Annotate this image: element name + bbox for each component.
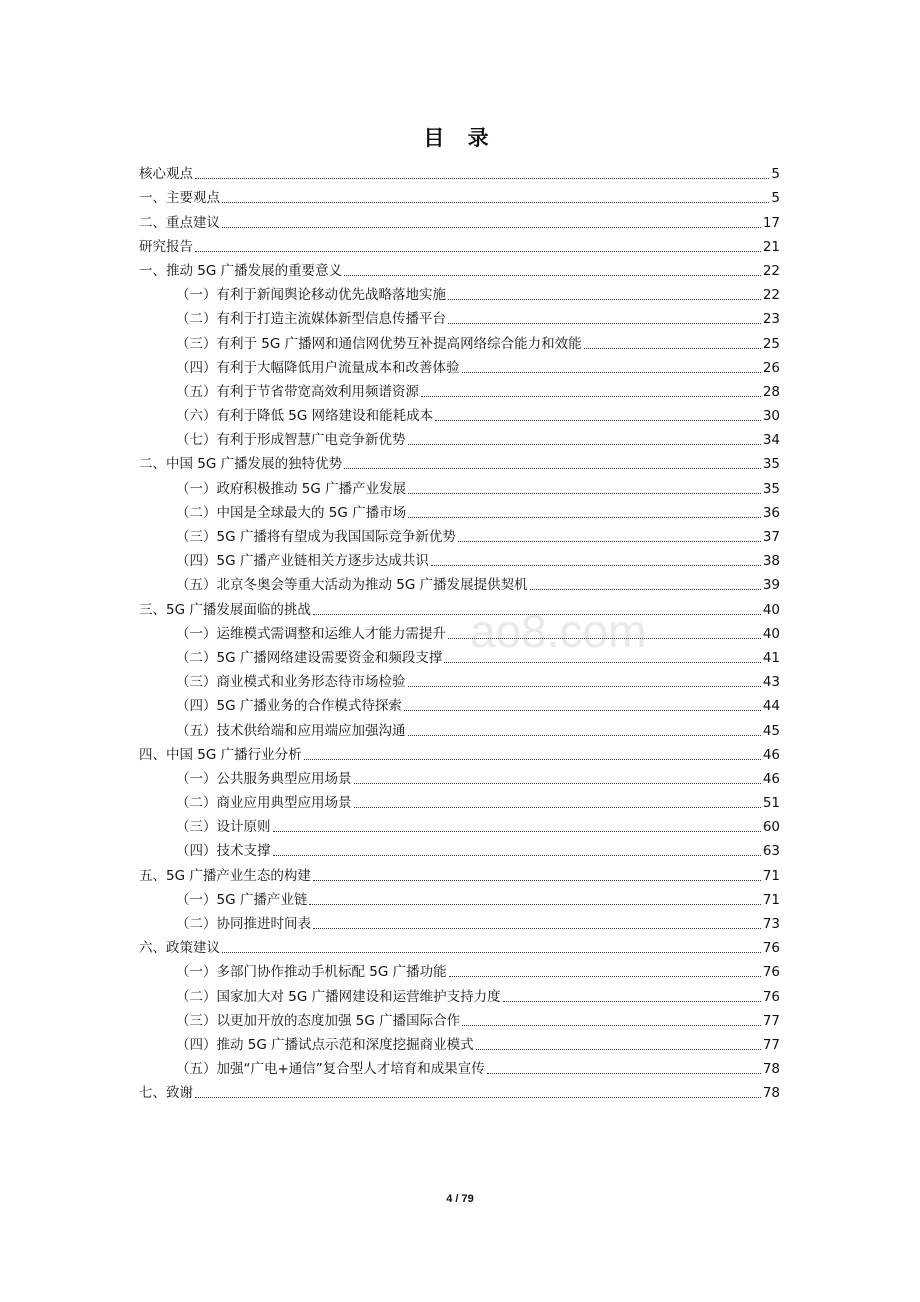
toc-page-number: 46 bbox=[762, 746, 780, 763]
toc-leader-dots bbox=[304, 759, 761, 760]
toc-page-number: 45 bbox=[762, 722, 780, 739]
toc-entry-section[interactable] bbox=[139, 934, 780, 958]
toc-entry-text: （四）5G 广播产业链相关方逐步达成共识 bbox=[176, 553, 429, 570]
toc-entry-subsection[interactable] bbox=[139, 1007, 780, 1031]
toc-entry-subsection[interactable] bbox=[139, 982, 780, 1006]
toc-entry-subsection[interactable] bbox=[139, 474, 780, 498]
toc-entry-subsection[interactable] bbox=[139, 1031, 780, 1055]
toc-entry-text: 三、5G 广播发展面临的挑战 bbox=[139, 601, 311, 618]
toc-page-number: 40 bbox=[762, 625, 780, 642]
toc-entry-subsection[interactable] bbox=[139, 789, 780, 813]
toc-entry-subsection[interactable] bbox=[139, 402, 780, 426]
toc-entry-subsection[interactable] bbox=[139, 692, 780, 716]
toc-page-number: 39 bbox=[762, 577, 780, 594]
toc-page-number: 30 bbox=[762, 408, 780, 425]
toc-page-number: 44 bbox=[762, 698, 780, 715]
toc-entry-subsection[interactable] bbox=[139, 644, 780, 668]
toc-entry-text: （四）5G 广播业务的合作模式待探索 bbox=[176, 698, 402, 715]
watermark: ao8.com bbox=[470, 605, 647, 657]
toc-entry-subsection[interactable] bbox=[139, 716, 780, 740]
toc-entry-section[interactable] bbox=[139, 184, 780, 208]
toc-entry-text: （二）协同推进时间表 bbox=[176, 916, 311, 932]
toc-page-number: 76 bbox=[762, 988, 780, 1005]
toc-entry-text: （二）中国是全球最大的 5G 广播市场 bbox=[176, 504, 407, 521]
toc-page-number: 35 bbox=[762, 480, 780, 497]
toc-leader-dots bbox=[309, 904, 760, 905]
toc-page-number: 78 bbox=[762, 1061, 780, 1078]
toc-entry-text: （五）技术供给端和应用端应加强沟通 bbox=[176, 722, 406, 739]
page-number-footer: 4 / 79 bbox=[446, 1193, 474, 1205]
toc-entry-subsection[interactable] bbox=[139, 547, 780, 571]
toc-leader-dots bbox=[195, 178, 769, 179]
table-of-contents bbox=[139, 160, 780, 1103]
toc-entry-text: （五）北京冬奥会等重大活动为推动 5G 广播发展提供契机 bbox=[176, 577, 528, 594]
toc-leader-dots bbox=[503, 1001, 761, 1002]
toc-page-number: 77 bbox=[762, 1012, 780, 1029]
toc-page-number: 28 bbox=[762, 383, 780, 400]
toc-entry-text: （七）有利于形成智慧广电竞争新优势 bbox=[176, 432, 406, 449]
toc-leader-dots bbox=[273, 855, 761, 856]
toc-entry-text: （二）有利于打造主流媒体新型信息传播平台 bbox=[176, 311, 446, 328]
toc-entry-section[interactable] bbox=[139, 233, 780, 257]
toc-leader-dots bbox=[408, 493, 761, 494]
toc-entry-section[interactable] bbox=[139, 595, 780, 619]
toc-entry-subsection[interactable] bbox=[139, 1055, 780, 1079]
toc-page-number: 26 bbox=[762, 359, 780, 376]
toc-entry-subsection[interactable] bbox=[139, 837, 780, 861]
toc-leader-dots bbox=[448, 323, 761, 324]
toc-leader-dots bbox=[195, 1097, 761, 1098]
toc-leader-dots bbox=[462, 372, 761, 373]
toc-entry-text: （一）公共服务典型应用场景 bbox=[176, 770, 352, 787]
toc-leader-dots bbox=[222, 227, 761, 228]
toc-entry-text: （四）推动 5G 广播试点示范和深度挖掘商业模式 bbox=[176, 1036, 474, 1053]
toc-page-number: 76 bbox=[762, 964, 780, 981]
toc-page-number: 76 bbox=[762, 940, 780, 957]
toc-entry-text: （二）5G 广播网络建设需要资金和频段支撑 bbox=[176, 649, 443, 666]
toc-entry-text: （二）国家加大对 5G 广播网建设和运营维护支持力度 bbox=[176, 988, 501, 1005]
toc-entry-subsection[interactable] bbox=[139, 426, 780, 450]
toc-entry-text: 二、中国 5G 广播发展的独特优势 bbox=[139, 456, 343, 473]
toc-page-number: 22 bbox=[762, 262, 780, 279]
toc-entry-text: （一）5G 广播产业链 bbox=[176, 891, 308, 908]
toc-leader-dots bbox=[354, 807, 761, 808]
toc-leader-dots bbox=[222, 202, 769, 203]
toc-page-number: 34 bbox=[762, 432, 780, 449]
toc-page-number: 17 bbox=[762, 214, 780, 231]
toc-entry-text: （一）有利于新闻舆论移动优先战略落地实施 bbox=[176, 287, 446, 304]
toc-entry-text: （一）运维模式需调整和运维人才能力需提升 bbox=[176, 625, 446, 642]
toc-entry-subsection[interactable] bbox=[139, 620, 780, 644]
toc-page-number: 22 bbox=[762, 287, 780, 304]
toc-leader-dots bbox=[476, 1049, 761, 1050]
toc-entry-text: （三）以更加开放的态度加强 5G 广播国际合作 bbox=[176, 1012, 461, 1029]
toc-page-number: 37 bbox=[762, 529, 780, 545]
toc-leader-dots bbox=[354, 783, 761, 784]
toc-leader-dots bbox=[313, 880, 761, 881]
toc-leader-dots bbox=[408, 735, 761, 736]
toc-leader-dots bbox=[408, 444, 761, 445]
toc-entry-text: 一、推动 5G 广播发展的重要意义 bbox=[139, 262, 343, 279]
toc-leader-dots bbox=[458, 541, 761, 542]
toc-leader-dots bbox=[421, 396, 761, 397]
toc-entry-text: （五）加强“广电+通信”复合型人才培育和成果宣传 bbox=[176, 1061, 485, 1078]
toc-page-number: 21 bbox=[762, 238, 780, 255]
toc-entry-subsection[interactable] bbox=[139, 329, 780, 353]
toc-entry-text: （一）多部门协作推动手机标配 5G 广播功能 bbox=[176, 964, 447, 981]
toc-leader-dots bbox=[273, 831, 761, 832]
toc-entry-text: 研究报告 bbox=[139, 238, 193, 255]
toc-entry-text: 四、中国 5G 广播行业分析 bbox=[139, 746, 302, 763]
toc-leader-dots bbox=[487, 1073, 761, 1074]
toc-entry-text: （五）有利于节省带宽高效利用频谱资源 bbox=[176, 383, 419, 400]
toc-entry-text: （二）商业应用典型应用场景 bbox=[176, 795, 352, 812]
toc-entry-text: （四）有利于大幅降低用户流量成本和改善体验 bbox=[176, 359, 460, 376]
toc-entry-subsection[interactable] bbox=[139, 958, 780, 982]
toc-entry-section[interactable] bbox=[139, 450, 780, 474]
toc-entry-text: 核心观点 bbox=[139, 166, 193, 183]
toc-leader-dots bbox=[408, 686, 761, 687]
toc-entry-subsection[interactable] bbox=[139, 813, 780, 837]
toc-entry-text: （四）技术支撑 bbox=[176, 843, 271, 860]
toc-entry-subsection[interactable] bbox=[139, 281, 780, 305]
toc-page-number: 60 bbox=[762, 819, 780, 836]
toc-entry-text: （三）5G 广播将有望成为我国国际竞争新优势 bbox=[176, 529, 456, 545]
toc-leader-dots bbox=[313, 928, 761, 929]
toc-leader-dots bbox=[448, 638, 761, 639]
toc-leader-dots bbox=[449, 976, 761, 977]
toc-entry-subsection[interactable] bbox=[139, 765, 780, 789]
toc-entry-section[interactable] bbox=[139, 257, 780, 281]
toc-page-number: 51 bbox=[762, 795, 780, 812]
toc-entry-subsection[interactable] bbox=[139, 354, 780, 378]
toc-page-number: 63 bbox=[762, 843, 780, 860]
toc-entry-subsection[interactable] bbox=[139, 378, 780, 402]
toc-entry-text: 七、致谢 bbox=[139, 1085, 193, 1102]
toc-entry-text: （一）政府积极推动 5G 广播产业发展 bbox=[176, 480, 407, 497]
toc-entry-section[interactable] bbox=[139, 861, 780, 885]
toc-entry-subsection[interactable] bbox=[139, 886, 780, 910]
toc-leader-dots bbox=[195, 251, 761, 252]
toc-entry-text: （三）有利于 5G 广播网和通信网优势互补提高网络综合能力和效能 bbox=[176, 335, 582, 352]
toc-page-number: 5 bbox=[771, 166, 780, 183]
toc-entry-text: 六、政策建议 bbox=[139, 940, 220, 957]
toc-entry-section[interactable] bbox=[139, 741, 780, 765]
toc-page-number: 78 bbox=[762, 1085, 780, 1102]
toc-page-number: 36 bbox=[762, 504, 780, 521]
toc-leader-dots bbox=[444, 662, 760, 663]
toc-page-number: 40 bbox=[762, 601, 780, 618]
toc-entry-text: 二、重点建议 bbox=[139, 214, 220, 231]
toc-entry-subsection[interactable] bbox=[139, 910, 780, 934]
toc-entry-text: （三）商业模式和业务形态待市场检验 bbox=[176, 674, 406, 691]
toc-leader-dots bbox=[408, 517, 761, 518]
toc-entry-text: 一、主要观点 bbox=[139, 190, 220, 207]
toc-leader-dots bbox=[448, 299, 761, 300]
toc-page-number: 43 bbox=[762, 674, 780, 691]
toc-leader-dots bbox=[313, 614, 761, 615]
toc-page-number: 41 bbox=[762, 649, 780, 666]
toc-leader-dots bbox=[344, 275, 761, 276]
toc-entry-subsection[interactable] bbox=[139, 523, 780, 547]
toc-leader-dots bbox=[435, 420, 761, 421]
page-title: 目 录 bbox=[423, 126, 497, 150]
toc-page-number: 77 bbox=[762, 1036, 780, 1053]
toc-leader-dots bbox=[462, 1025, 761, 1026]
toc-leader-dots bbox=[222, 952, 761, 953]
toc-entry-section[interactable] bbox=[139, 208, 780, 232]
toc-entry-subsection[interactable] bbox=[139, 668, 780, 692]
toc-entry-section[interactable] bbox=[139, 160, 780, 184]
toc-page-number: 5 bbox=[771, 190, 780, 207]
toc-entry-subsection[interactable] bbox=[139, 499, 780, 523]
toc-entry-text: 五、5G 广播产业生态的构建 bbox=[139, 867, 311, 884]
toc-entry-text: （六）有利于降低 5G 网络建设和能耗成本 bbox=[176, 408, 434, 425]
toc-leader-dots bbox=[431, 565, 761, 566]
toc-page-number: 35 bbox=[762, 456, 780, 473]
toc-leader-dots bbox=[530, 589, 761, 590]
toc-leader-dots bbox=[584, 348, 761, 349]
toc-leader-dots bbox=[344, 468, 761, 469]
toc-page-number: 46 bbox=[762, 770, 780, 787]
toc-leader-dots bbox=[404, 710, 761, 711]
toc-page-number: 23 bbox=[762, 311, 780, 328]
toc-entry-subsection[interactable] bbox=[139, 305, 780, 329]
toc-page-number: 38 bbox=[762, 553, 780, 570]
toc-page-number: 71 bbox=[762, 867, 780, 884]
toc-page-number: 25 bbox=[762, 335, 780, 352]
toc-entry-subsection[interactable] bbox=[139, 571, 780, 595]
toc-entry-section[interactable] bbox=[139, 1079, 780, 1103]
toc-entry-text: （三）设计原则 bbox=[176, 819, 271, 836]
toc-page-number: 71 bbox=[762, 891, 780, 908]
toc-page-number: 73 bbox=[762, 916, 780, 932]
